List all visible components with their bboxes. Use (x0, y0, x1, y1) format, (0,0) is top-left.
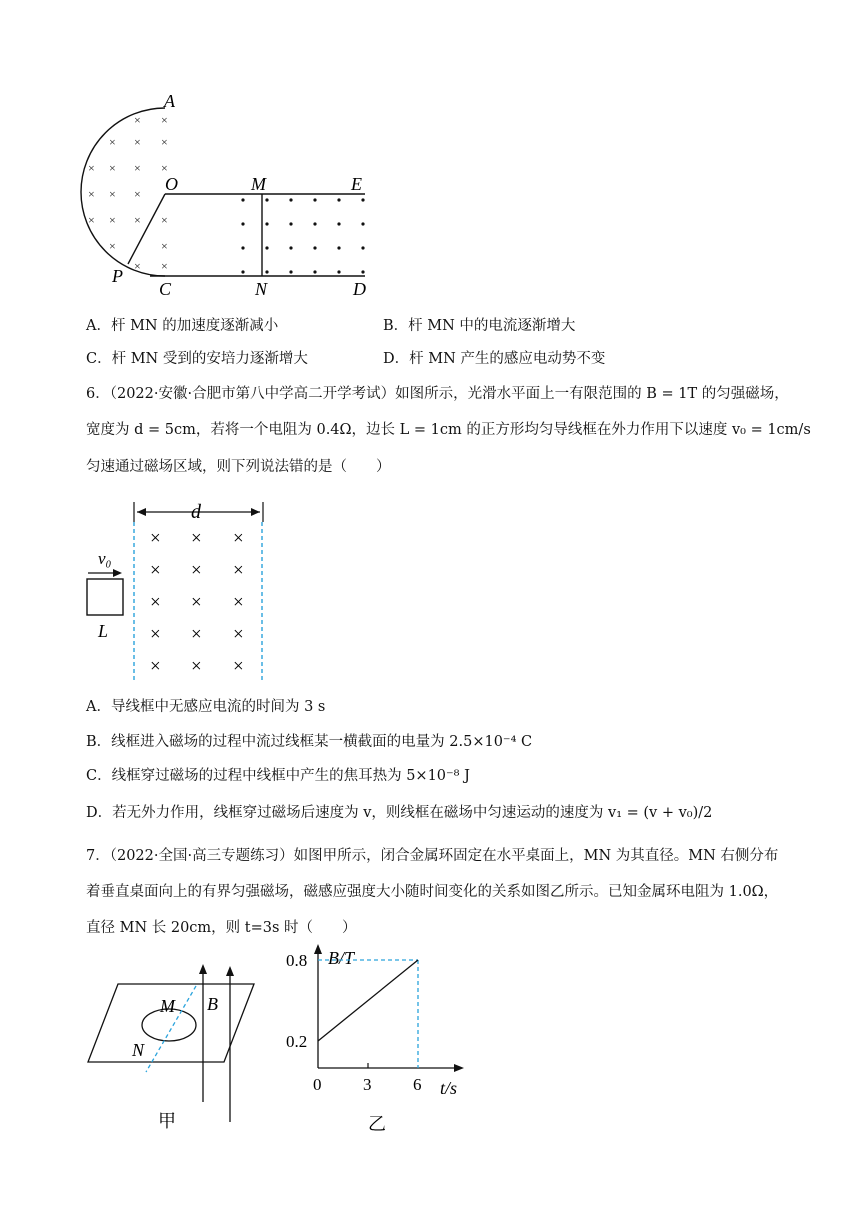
field-cross: × (109, 239, 116, 253)
field-dot (241, 246, 244, 249)
field-cross: × (150, 592, 161, 613)
q6-stem-line-3: 匀速通过磁场区域，则下列说法错的是（ ） (86, 459, 391, 475)
q6-stem-line-2: 宽度为 d = 5cm，若将一个电阻为 0.4Ω，边长 L = 1cm 的正方形均匀导线框在外力作用下以速度 v₀ = 1cm/s (86, 422, 811, 438)
q7-stem-line-1: 7．（2022·全国·高三专题练习）如图甲所示，闭合金属环固定在水平桌面上，MN 为其直径。MN 右侧分布 (86, 848, 779, 864)
y-tick-label: 0.8 (286, 951, 308, 970)
q6-side-label: L (98, 621, 109, 641)
q5-option-d[interactable]: D．杆 MN 产生的感应电动势不变 (383, 351, 606, 367)
field-cross: × (233, 592, 244, 613)
field-dot (241, 198, 244, 201)
field-cross: × (161, 239, 168, 253)
field-cross: × (191, 592, 202, 613)
field-dot (289, 222, 292, 225)
field-cross: × (88, 213, 95, 227)
field-dot (337, 198, 340, 201)
field-cross: × (161, 213, 168, 227)
field-cross: × (134, 135, 141, 149)
field-dot (289, 198, 292, 201)
q6-option-d[interactable]: D．若无外力作用，线框穿过磁场后速度为 v，则线框在磁场中匀速运动的速度为 v₁ = (v + v₀)/2 (86, 805, 713, 821)
q6-magnetic-field (150, 528, 244, 677)
q5-magnetic-field-out-of-page (241, 198, 364, 273)
field-dot (337, 246, 340, 249)
q6-option-c[interactable]: C．线框穿过磁场的过程中线框中产生的焦耳热为 5×10⁻⁸ J (86, 768, 470, 784)
field-cross: × (134, 113, 141, 127)
series-line (318, 960, 418, 1041)
x-tick-label: 6 (413, 1075, 422, 1094)
q7-caption-jia: 甲 (158, 1111, 176, 1132)
q6-square-frame (87, 579, 123, 615)
field-cross: × (233, 656, 244, 677)
field-dot (241, 222, 244, 225)
q7-label-B: B (207, 994, 218, 1014)
q5-label-E: E (351, 174, 362, 194)
field-dot (289, 246, 292, 249)
field-dot (361, 198, 364, 201)
field-cross: × (150, 528, 161, 549)
q7-caption-yi: 乙 (368, 1114, 386, 1135)
q6-figure (80, 496, 280, 686)
q7-figure-yi-chart (282, 944, 472, 1136)
field-cross: × (161, 113, 168, 127)
field-cross: × (134, 213, 141, 227)
field-dot (313, 198, 316, 201)
field-cross: × (109, 187, 116, 201)
field-cross: × (161, 259, 168, 273)
q6-width-label: d (191, 501, 201, 523)
field-cross: × (134, 187, 141, 201)
x-axis-label: t/s (440, 1078, 458, 1098)
field-cross: × (88, 187, 95, 201)
field-cross: × (134, 259, 141, 273)
y-tick-label: 0.2 (286, 1032, 308, 1051)
field-dot (361, 222, 364, 225)
field-cross: × (191, 624, 202, 645)
q6-velocity-label: v₀ (98, 549, 112, 568)
field-dot (241, 270, 244, 273)
q7-label-M: M (160, 996, 175, 1016)
x-tick-label: 3 (363, 1075, 372, 1094)
field-dot (313, 246, 316, 249)
field-cross: × (191, 528, 202, 549)
field-cross: × (109, 161, 116, 175)
field-dot (313, 222, 316, 225)
field-cross: × (161, 135, 168, 149)
q5-label-N: N (255, 279, 268, 298)
field-cross: × (161, 161, 168, 175)
q6-option-a[interactable]: A．导线框中无感应电流的时间为 3 s (86, 699, 326, 715)
field-cross: × (191, 560, 202, 581)
q5-option-c[interactable]: C．杆 MN 受到的安培力逐渐增大 (86, 351, 308, 367)
q6-stem-line-1: 6．（2022·安徽·合肥市第八中学高二开学考试）如图所示，光滑水平面上一有限范围的 B = 1T 的匀强磁场， (86, 386, 789, 402)
field-cross: × (109, 135, 116, 149)
field-dot (265, 198, 268, 201)
q5-magnetic-field-into-page (88, 113, 168, 273)
field-dot (361, 246, 364, 249)
field-dot (289, 270, 292, 273)
q5-option-b[interactable]: B．杆 MN 中的电流逐渐增大 (383, 318, 576, 334)
field-dot (337, 270, 340, 273)
q7-label-N: N (132, 1040, 145, 1060)
field-cross: × (150, 560, 161, 581)
field-dot (265, 270, 268, 273)
field-dot (361, 270, 364, 273)
field-cross: × (233, 624, 244, 645)
q6-option-b[interactable]: B．线框进入磁场的过程中流过线框某一横截面的电量为 2.5×10⁻⁴ C (86, 734, 533, 750)
field-dot (265, 222, 268, 225)
q5-rod-OP (128, 194, 165, 264)
field-cross: × (233, 528, 244, 549)
x-tick-label: 0 (313, 1075, 322, 1094)
q7-stem-line-2: 着垂直桌面向上的有界匀强磁场，磁感应强度大小随时间变化的关系如图乙所示。已知金属环电阻为 1.0Ω， (86, 884, 779, 900)
q5-option-a[interactable]: A．杆 MN 的加速度逐渐减小 (86, 318, 279, 334)
field-cross: × (233, 560, 244, 581)
q7-stem-line-3: 直径 MN 长 20cm，则 t=3s 时（ ） (86, 920, 357, 936)
field-cross: × (150, 624, 161, 645)
field-dot (265, 246, 268, 249)
q5-figure (70, 88, 390, 298)
q7-figure-jia (84, 962, 264, 1132)
field-cross: × (150, 656, 161, 677)
q5-label-C: C (159, 279, 172, 298)
field-cross: × (88, 161, 95, 175)
y-axis-label: B/T (328, 948, 355, 968)
field-cross: × (191, 656, 202, 677)
field-cross: × (134, 161, 141, 175)
q5-label-D: D (353, 279, 366, 298)
field-cross: × (109, 213, 116, 227)
field-dot (313, 270, 316, 273)
q5-label-P: P (112, 266, 123, 286)
q5-label-A: A (164, 91, 175, 111)
field-dot (337, 222, 340, 225)
q5-label-O: O (165, 174, 178, 194)
q5-label-M: M (251, 174, 266, 194)
